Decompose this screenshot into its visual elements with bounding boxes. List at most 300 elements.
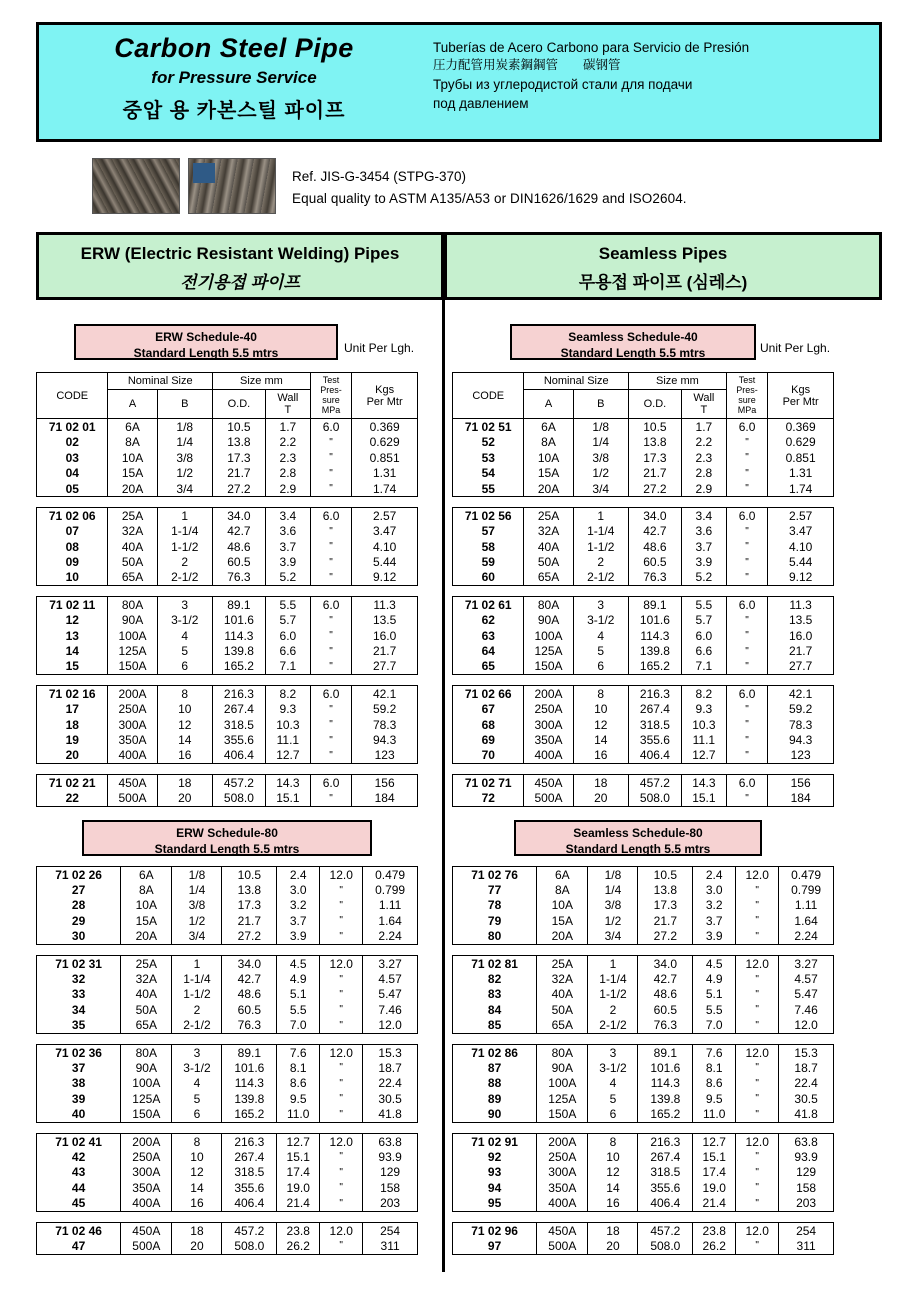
cell-test-pressure: 6.0 (726, 597, 767, 613)
cell-test-pressure-ditto: " (310, 717, 351, 732)
col-header-a: A (108, 390, 157, 419)
cell-od: 101.6 (638, 1060, 693, 1075)
cell-wall: 21.4 (277, 1195, 320, 1211)
cell-od: 17.3 (638, 898, 693, 913)
cell-test-pressure-ditto: " (726, 524, 767, 539)
cell-code: 47 (37, 1238, 121, 1254)
cell-a: 80A (108, 597, 157, 613)
table-row (453, 435, 834, 450)
cell-code: 94 (453, 1180, 537, 1195)
table-row (37, 1002, 418, 1017)
cell-a: 150A (537, 1106, 588, 1122)
group-spacer (37, 586, 418, 597)
cell-kgs: 63.8 (363, 1133, 418, 1149)
cell-code: 71 02 46 (37, 1222, 121, 1238)
cell-a: 6A (524, 419, 573, 435)
table-row (37, 1165, 418, 1180)
cell-wall: 7.0 (277, 1018, 320, 1034)
cell-test-pressure-ditto: " (310, 450, 351, 465)
cell-od: 89.1 (628, 597, 681, 613)
cell-od: 21.7 (212, 465, 265, 480)
cell-wall: 5.5 (265, 597, 310, 613)
cell-kgs: 5.47 (779, 987, 834, 1002)
cell-kgs: 129 (779, 1165, 834, 1180)
cell-code: 33 (37, 987, 121, 1002)
cell-code: 38 (37, 1076, 121, 1091)
cell-test-pressure-ditto: " (736, 1091, 779, 1106)
cell-a: 90A (537, 1060, 588, 1075)
cell-a: 350A (524, 732, 573, 747)
banner-translations (429, 25, 879, 139)
table-row (453, 1149, 834, 1164)
table-row (453, 659, 834, 675)
cell-od: 139.8 (628, 643, 681, 658)
cell-wall: 3.7 (693, 913, 736, 928)
cell-a: 25A (524, 508, 573, 524)
cell-b: 2-1/2 (588, 1018, 638, 1034)
table-row (453, 686, 834, 702)
cell-a: 450A (108, 775, 157, 791)
table-row (453, 702, 834, 717)
cell-od: 508.0 (638, 1238, 693, 1254)
cell-od: 10.5 (638, 867, 693, 883)
table-row (37, 686, 418, 702)
cell-test-pressure-ditto: " (320, 1165, 363, 1180)
cell-code: 40 (37, 1106, 121, 1122)
cell-code: 71 02 96 (453, 1222, 537, 1238)
cell-code: 12 (37, 613, 108, 628)
cell-wall: 2.3 (265, 450, 310, 465)
cell-od: 34.0 (628, 508, 681, 524)
cell-b: 14 (157, 732, 212, 747)
section-title-erw: ERW (Electric Resistant Welding) Pipes (80, 244, 400, 263)
cell-wall: 9.5 (693, 1091, 736, 1106)
cell-od: 457.2 (222, 1222, 277, 1238)
cell-b: 1-1/2 (573, 539, 628, 554)
cell-kgs: 42.1 (352, 686, 418, 702)
cell-b: 14 (573, 732, 628, 747)
cell-b: 3/4 (573, 481, 628, 497)
cell-test-pressure-ditto: " (736, 1106, 779, 1122)
cell-od: 17.3 (222, 898, 277, 913)
translation-ru-1: Трубы из углеродистой стали для подачи (433, 76, 693, 92)
cell-test-pressure-ditto: " (320, 1180, 363, 1195)
cell-kgs: 3.27 (363, 955, 418, 971)
caption-sml80-line2: Standard Length 5.5 mtrs (565, 841, 711, 856)
cell-od: 355.6 (222, 1180, 277, 1195)
cell-code: 30 (37, 929, 121, 945)
cell-test-pressure: 6.0 (726, 686, 767, 702)
pipe-spec-table (36, 372, 418, 807)
cell-a: 20A (537, 929, 588, 945)
cell-b: 1/4 (172, 882, 222, 897)
table-row (37, 659, 418, 675)
cell-wall: 5.7 (265, 613, 310, 628)
table-row (37, 748, 418, 764)
cell-a: 20A (121, 929, 172, 945)
cell-wall: 2.9 (681, 481, 726, 497)
cell-code: 90 (453, 1106, 537, 1122)
cell-od: 355.6 (212, 732, 265, 747)
cell-wall: 5.2 (265, 570, 310, 586)
cell-code: 27 (37, 882, 121, 897)
cell-kgs: 123 (768, 748, 834, 764)
cell-b: 16 (588, 1195, 638, 1211)
table-row (453, 955, 834, 971)
cell-code: 71 02 86 (453, 1044, 537, 1060)
cell-test-pressure-ditto: " (310, 481, 351, 497)
table-row (37, 1106, 418, 1122)
cell-a: 8A (537, 882, 588, 897)
cell-wall: 7.1 (681, 659, 726, 675)
cell-b: 1 (588, 955, 638, 971)
cell-a: 20A (108, 481, 157, 497)
cell-b: 1-1/4 (172, 971, 222, 986)
cell-kgs: 41.8 (363, 1106, 418, 1122)
cell-od: 60.5 (212, 554, 265, 569)
cell-od: 406.4 (628, 748, 681, 764)
cell-b: 1 (172, 955, 222, 971)
cell-test-pressure-ditto: " (310, 702, 351, 717)
cell-wall: 6.6 (681, 643, 726, 658)
cell-test-pressure-ditto: " (310, 465, 351, 480)
cell-a: 10A (537, 898, 588, 913)
table-row (453, 1060, 834, 1075)
table-row (453, 1195, 834, 1211)
cell-code: 55 (453, 481, 524, 497)
group-spacer (453, 1033, 834, 1044)
cell-test-pressure-ditto: " (726, 732, 767, 747)
cell-a: 400A (121, 1195, 172, 1211)
cell-wall: 11.0 (277, 1106, 320, 1122)
cell-wall: 6.0 (681, 628, 726, 643)
cell-od: 101.6 (222, 1060, 277, 1075)
cell-od: 267.4 (212, 702, 265, 717)
cell-code: 71 02 26 (37, 867, 121, 883)
cell-b: 1-1/4 (157, 524, 212, 539)
table-row (453, 882, 834, 897)
pipe-spec-table (452, 372, 834, 807)
cell-kgs: 311 (363, 1238, 418, 1254)
cell-a: 125A (121, 1091, 172, 1106)
cell-test-pressure-ditto: " (726, 481, 767, 497)
cell-test-pressure-ditto: " (320, 929, 363, 945)
caption-erw80-line2: Standard Length 5.5 mtrs (154, 841, 300, 856)
cell-b: 3 (588, 1044, 638, 1060)
cell-od: 457.2 (638, 1222, 693, 1238)
cell-kgs: 4.10 (352, 539, 418, 554)
table-row (37, 1222, 418, 1238)
cell-code: 97 (453, 1238, 537, 1254)
cell-b: 10 (157, 702, 212, 717)
table-row (453, 1222, 834, 1238)
cell-a: 50A (524, 554, 573, 569)
cell-a: 6A (537, 867, 588, 883)
col-header-od: O.D. (212, 390, 265, 419)
cell-od: 139.8 (222, 1091, 277, 1106)
cell-od: 27.2 (628, 481, 681, 497)
cell-code: 71 02 21 (37, 775, 108, 791)
cell-wall: 2.2 (265, 435, 310, 450)
cell-a: 8A (108, 435, 157, 450)
cell-test-pressure-ditto: " (310, 613, 351, 628)
cell-test-pressure-ditto: " (320, 1149, 363, 1164)
cell-kgs: 1.74 (768, 481, 834, 497)
cell-code: 71 02 06 (37, 508, 108, 524)
col-header-size-mm: Size mm (212, 373, 310, 390)
cell-od: 139.8 (212, 643, 265, 658)
cell-test-pressure-ditto: " (320, 1060, 363, 1075)
cell-test-pressure-ditto: " (726, 717, 767, 732)
cell-b: 1-1/2 (172, 987, 222, 1002)
table-row (453, 481, 834, 497)
section-subtitle-seamless: 무용접 파이프 (심레스) (578, 273, 748, 292)
cell-test-pressure-ditto: " (310, 554, 351, 569)
cell-wall: 5.1 (693, 987, 736, 1002)
cell-a: 500A (121, 1238, 172, 1254)
cell-wall: 2.4 (693, 867, 736, 883)
cell-b: 1/2 (573, 465, 628, 480)
col-header-code: CODE (453, 373, 524, 419)
cell-kgs: 63.8 (779, 1133, 834, 1149)
table-row (453, 1018, 834, 1034)
cell-b: 3 (172, 1044, 222, 1060)
cell-a: 200A (108, 686, 157, 702)
page-title: Carbon Steel Pipe (114, 33, 354, 63)
cell-a: 40A (121, 987, 172, 1002)
cell-a: 150A (524, 659, 573, 675)
cell-b: 20 (157, 790, 212, 806)
cell-wall: 5.5 (681, 597, 726, 613)
cell-test-pressure: 12.0 (736, 955, 779, 971)
table-row (453, 732, 834, 747)
table-row (37, 913, 418, 928)
cell-code: 64 (453, 643, 524, 658)
table-row (37, 1149, 418, 1164)
cell-kgs: 0.479 (779, 867, 834, 883)
cell-code: 80 (453, 929, 537, 945)
cell-od: 165.2 (628, 659, 681, 675)
cell-a: 500A (108, 790, 157, 806)
table-row (453, 508, 834, 524)
cell-code: 83 (453, 987, 537, 1002)
cell-od: 267.4 (222, 1149, 277, 1164)
cell-test-pressure-ditto: " (320, 1002, 363, 1017)
cell-test-pressure-ditto: " (726, 790, 767, 806)
table-row (453, 1091, 834, 1106)
cell-wall: 4.5 (277, 955, 320, 971)
col-header-b: B (573, 390, 628, 419)
cell-wall: 14.3 (681, 775, 726, 791)
cell-wall: 10.3 (265, 717, 310, 732)
table-row (453, 987, 834, 1002)
page-subtitle: for Pressure Service (151, 68, 317, 87)
cell-a: 65A (121, 1018, 172, 1034)
cell-a: 65A (108, 570, 157, 586)
cell-code: 39 (37, 1091, 121, 1106)
table-row (453, 628, 834, 643)
col-header-kgs: Kgs Per Mtr (352, 373, 418, 419)
cell-code: 03 (37, 450, 108, 465)
table-row (453, 613, 834, 628)
cell-wall: 21.4 (693, 1195, 736, 1211)
cell-kgs: 59.2 (352, 702, 418, 717)
cell-kgs: 0.799 (779, 882, 834, 897)
group-spacer (453, 1122, 834, 1133)
cell-b: 12 (157, 717, 212, 732)
group-spacer (37, 675, 418, 686)
cell-wall: 2.8 (681, 465, 726, 480)
caption-erw40-line2: Standard Length 5.5 mtrs (133, 345, 279, 360)
cell-b: 5 (588, 1091, 638, 1106)
group-spacer (453, 1211, 834, 1222)
table-row (37, 435, 418, 450)
cell-a: 10A (121, 898, 172, 913)
cell-code: 71 02 61 (453, 597, 524, 613)
cell-od: 457.2 (212, 775, 265, 791)
banner-title-block (39, 25, 429, 139)
cell-kgs: 1.64 (779, 913, 834, 928)
cell-b: 2 (157, 554, 212, 569)
cell-code: 54 (453, 465, 524, 480)
cell-code: 82 (453, 971, 537, 986)
cell-b: 10 (588, 1149, 638, 1164)
cell-a: 450A (524, 775, 573, 791)
cell-b: 5 (573, 643, 628, 658)
caption-sml40-line2: Standard Length 5.5 mtrs (560, 345, 706, 360)
translation-cjk: 圧力配管用炭素鋼鋼管 碳钢管 (433, 58, 621, 73)
cell-b: 4 (172, 1076, 222, 1091)
cell-test-pressure-ditto: " (736, 1180, 779, 1195)
cell-kgs: 2.57 (768, 508, 834, 524)
cell-b: 1/8 (573, 419, 628, 435)
cell-kgs: 1.11 (779, 898, 834, 913)
table-row (453, 465, 834, 480)
cell-a: 350A (537, 1180, 588, 1195)
cell-wall: 3.6 (265, 524, 310, 539)
cell-b: 1/8 (588, 867, 638, 883)
cell-a: 200A (537, 1133, 588, 1149)
cell-wall: 11.1 (681, 732, 726, 747)
cell-b: 18 (588, 1222, 638, 1238)
cell-wall: 15.1 (277, 1149, 320, 1164)
cell-b: 1/4 (588, 882, 638, 897)
cell-b: 3/4 (157, 481, 212, 497)
table-row (37, 898, 418, 913)
table-row (37, 882, 418, 897)
cell-code: 53 (453, 450, 524, 465)
cell-kgs: 15.3 (363, 1044, 418, 1060)
reference-text (292, 166, 687, 209)
cell-wall: 8.6 (277, 1076, 320, 1091)
section-header-seamless (444, 232, 882, 300)
cell-od: 60.5 (628, 554, 681, 569)
cell-od: 48.6 (628, 539, 681, 554)
cell-wall: 4.9 (277, 971, 320, 986)
cell-od: 216.3 (638, 1133, 693, 1149)
cell-od: 267.4 (628, 702, 681, 717)
cell-wall: 6.0 (265, 628, 310, 643)
cell-b: 3/4 (172, 929, 222, 945)
table-row (453, 775, 834, 791)
cell-b: 2 (588, 1002, 638, 1017)
table-row (453, 1165, 834, 1180)
cell-test-pressure-ditto: " (726, 628, 767, 643)
cell-test-pressure-ditto: " (736, 1165, 779, 1180)
cell-test-pressure-ditto: " (320, 898, 363, 913)
cell-kgs: 4.10 (768, 539, 834, 554)
cell-test-pressure: 6.0 (310, 686, 351, 702)
group-spacer (453, 944, 834, 955)
reference-line-1: Ref. JIS-G-3454 (STPG-370) (292, 169, 467, 184)
cell-od: 60.5 (638, 1002, 693, 1017)
cell-code: 72 (453, 790, 524, 806)
cell-test-pressure-ditto: " (310, 435, 351, 450)
cell-test-pressure: 12.0 (320, 955, 363, 971)
cell-a: 6A (121, 867, 172, 883)
cell-b: 10 (573, 702, 628, 717)
cell-kgs: 22.4 (779, 1076, 834, 1091)
cell-wall: 4.5 (693, 955, 736, 971)
cell-od: 10.5 (222, 867, 277, 883)
cell-b: 4 (157, 628, 212, 643)
table-row (37, 597, 418, 613)
cell-wall: 10.3 (681, 717, 726, 732)
cell-a: 80A (537, 1044, 588, 1060)
table-row (37, 628, 418, 643)
cell-kgs: 5.44 (768, 554, 834, 569)
cell-test-pressure-ditto: " (310, 570, 351, 586)
cell-wall: 6.6 (265, 643, 310, 658)
cell-a: 350A (121, 1180, 172, 1195)
col-header-size-mm: Size mm (628, 373, 726, 390)
cell-wall: 3.9 (265, 554, 310, 569)
cell-wall: 8.2 (265, 686, 310, 702)
cell-b: 8 (573, 686, 628, 702)
cell-code: 17 (37, 702, 108, 717)
cell-a: 300A (108, 717, 157, 732)
cell-kgs: 1.64 (363, 913, 418, 928)
cell-wall: 1.7 (265, 419, 310, 435)
cell-wall: 3.2 (693, 898, 736, 913)
cell-code: 45 (37, 1195, 121, 1211)
cell-a: 65A (537, 1018, 588, 1034)
cell-kgs: 0.629 (768, 435, 834, 450)
cell-code: 59 (453, 554, 524, 569)
cell-a: 90A (121, 1060, 172, 1075)
cell-od: 355.6 (638, 1180, 693, 1195)
table-row (453, 971, 834, 986)
cell-kgs: 3.47 (768, 524, 834, 539)
cell-od: 17.3 (628, 450, 681, 465)
cell-wall: 2.3 (681, 450, 726, 465)
cell-kgs: 15.3 (779, 1044, 834, 1060)
cell-b: 20 (573, 790, 628, 806)
cell-a: 400A (524, 748, 573, 764)
cell-b: 18 (573, 775, 628, 791)
cell-a: 100A (537, 1076, 588, 1091)
col-header-a: A (524, 390, 573, 419)
section-subtitle-erw: 전기용접 파이프 (180, 273, 300, 292)
cell-b: 16 (157, 748, 212, 764)
pipe-photo-1 (92, 158, 180, 214)
cell-wall: 2.8 (265, 465, 310, 480)
cell-od: 165.2 (222, 1106, 277, 1122)
cell-code: 19 (37, 732, 108, 747)
table-row (37, 419, 418, 435)
cell-b: 1/4 (157, 435, 212, 450)
cell-code: 68 (453, 717, 524, 732)
